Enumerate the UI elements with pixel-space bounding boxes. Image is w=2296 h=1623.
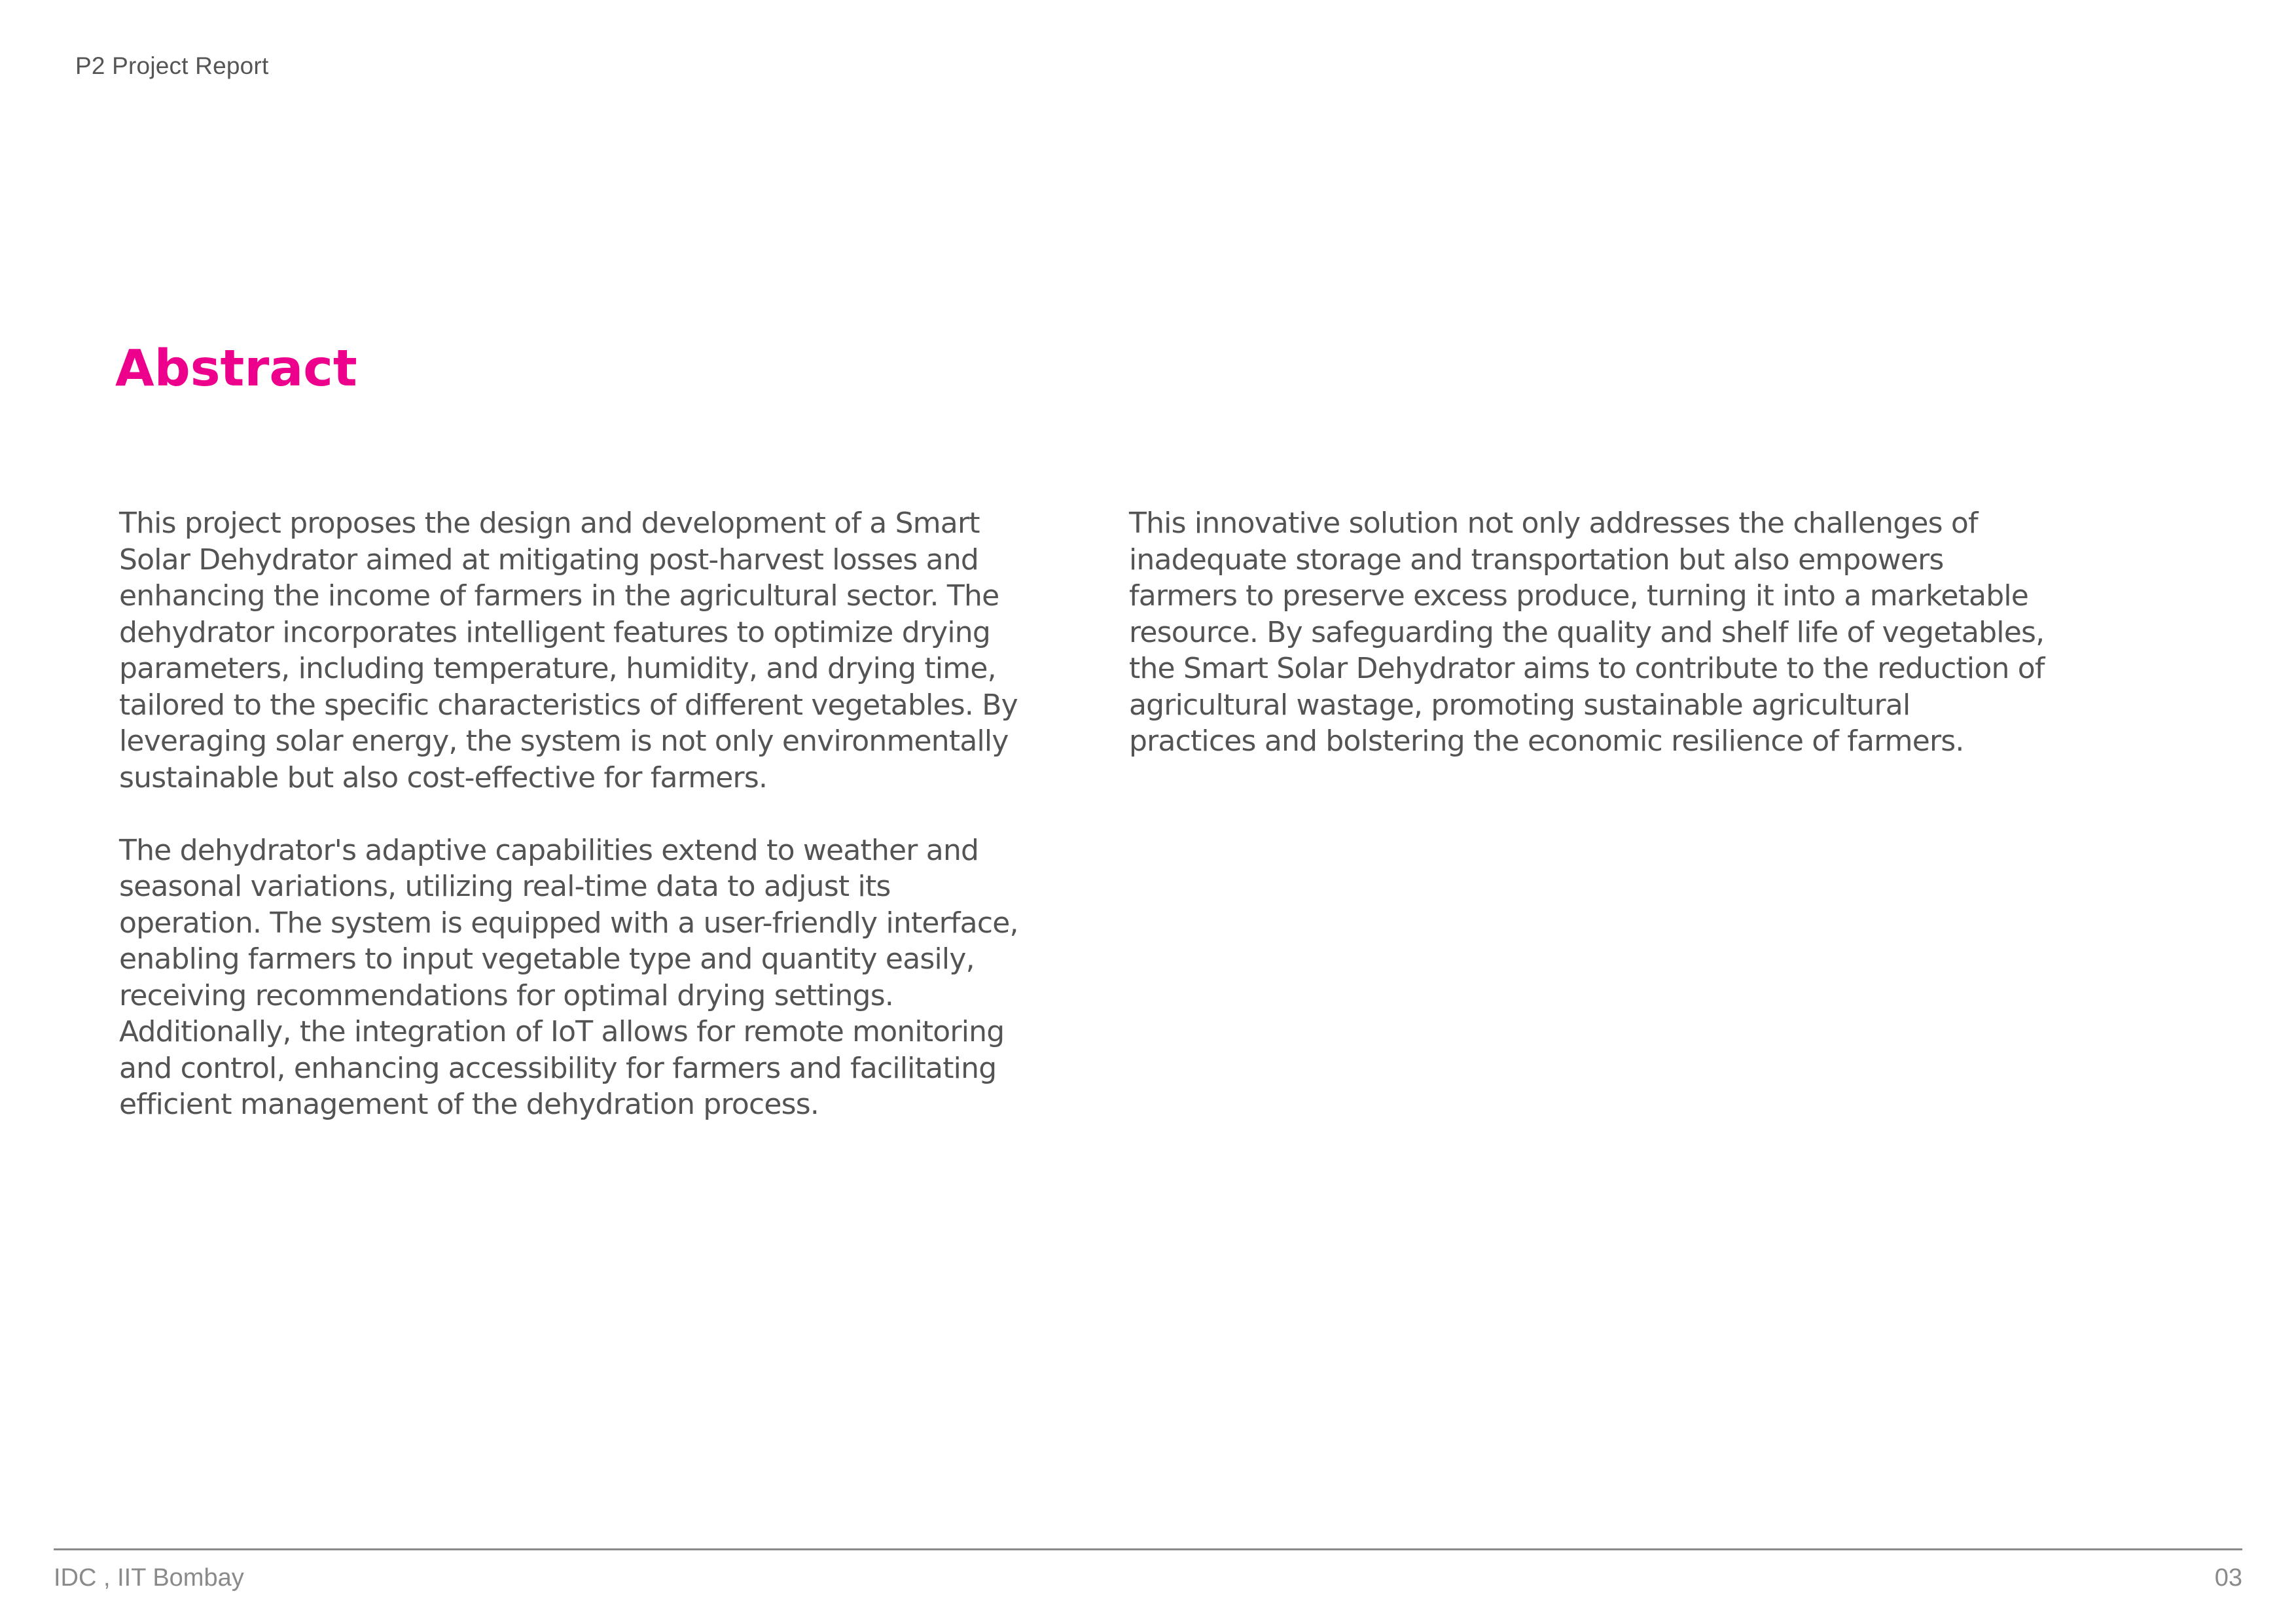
abstract-paragraph-3: This innovative solution not only addresses the challenges of inadequate storage and transportation but also empowers farmers to preserve excess produce, turning it into a marketable resource. By safeguarding the quality and shelf life of vegetables, the Smart Solar Dehydrator aims to contribute to the reduction of agricultural wastage, promoting sustainable agricultural practices and bolstering the economic resilience of farmers. [1129, 507, 2045, 758]
footer-institution: IDC , IIT Bombay [54, 1564, 244, 1592]
running-header: P2 Project Report [75, 52, 269, 79]
left-text-column [119, 505, 1022, 1159]
right-text-column [1129, 505, 2045, 796]
abstract-paragraph-2: The dehydrator's adaptive capabilities extend to weather and seasonal variations, utilizing real-time data to adjust its operation. The system is equipped with a user-friendly interface, enabling farmers to input vegetable type and quantity easily, receiving recommendations for optimal drying settings. Additionally, the integration of IoT allows for remote monitoring and control, enhancing accessibility for farmers and facilitating efficient management of the dehydration process. [119, 833, 1018, 1121]
page-number: 03 [2214, 1564, 2242, 1592]
footer-divider [54, 1548, 2242, 1550]
section-title: Abstract [115, 340, 357, 398]
abstract-paragraph-1: This project proposes the design and development of a Smart Solar Dehydrator aimed at mitigating post-harvest losses and enhancing the income of farmers in the agricultural sector. The dehydrator incorporates intelligent features to optimize drying parameters, including temperature, humidity, and drying time, tailored to the specific characteristics of different vegetables. By leveraging solar energy, the system is not only environmentally sustainable but also cost-effective for farmers. [119, 507, 1018, 794]
